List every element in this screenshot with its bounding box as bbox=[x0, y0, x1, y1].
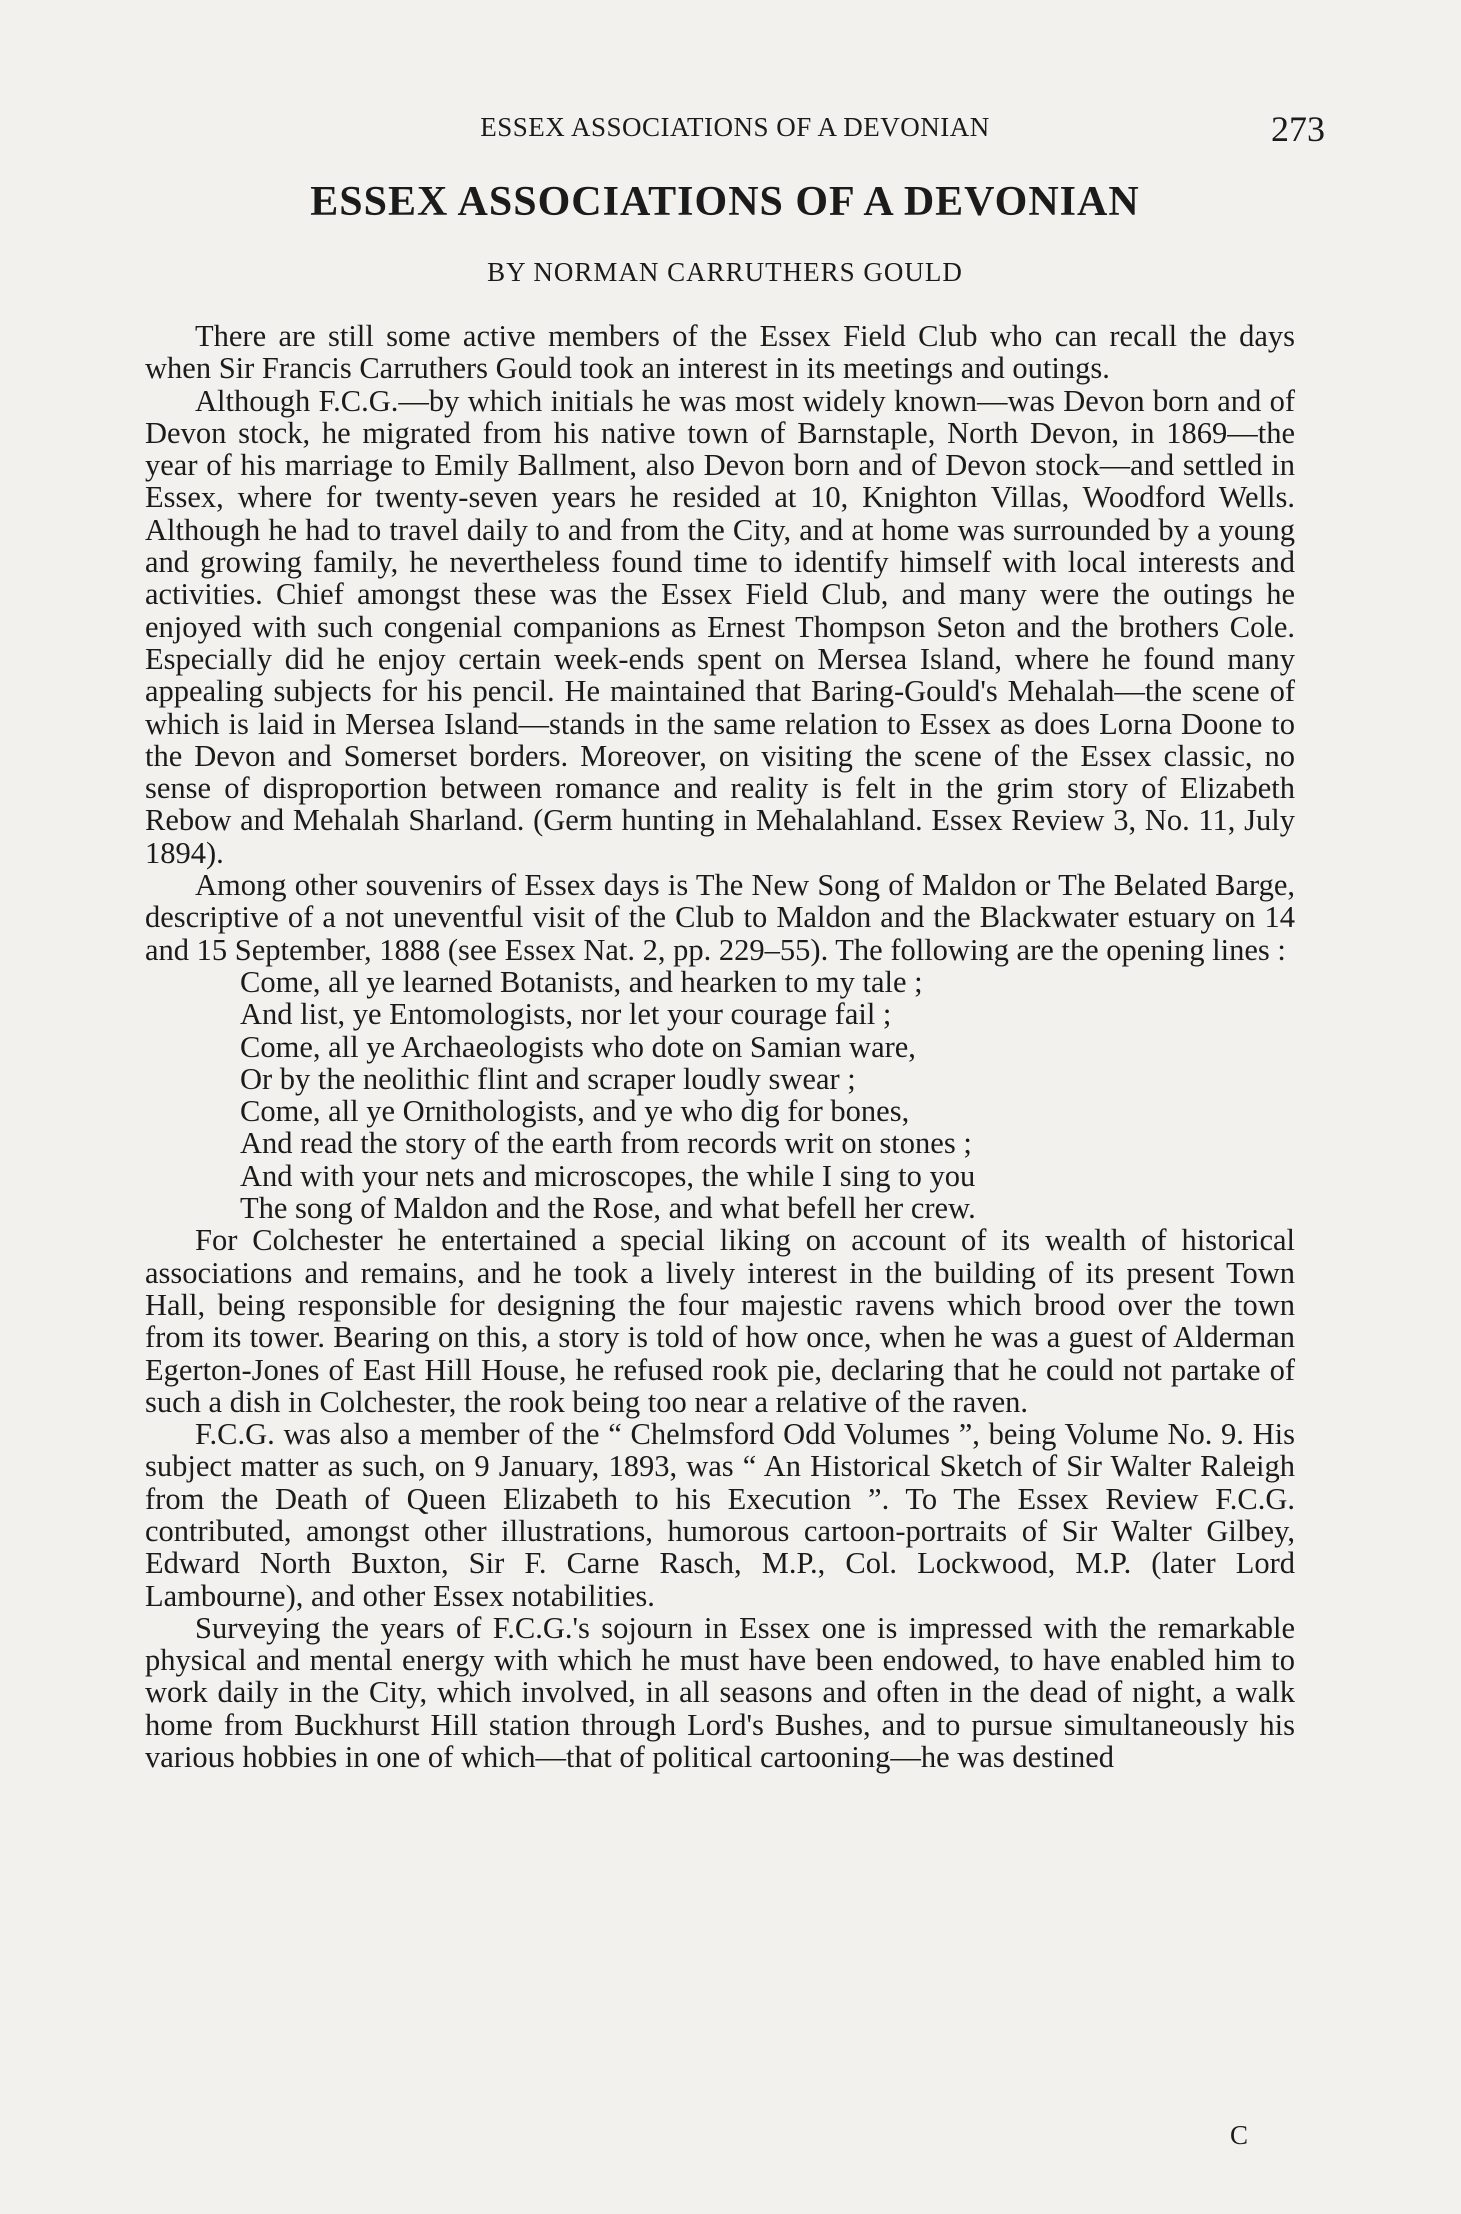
verse-line: Come, all ye learned Botanists, and hearken to my tale ; bbox=[240, 964, 923, 999]
paragraph: For Colchester he entertained a special liking on account of its wealth of historical associations and remains, and he took a lively interest in the building of its present Town Hall, being responsible for designing the four majestic ravens which brood over the town from its tower. Bearing on this, a story is told of how once, when he was a guest of Alderman Egerton-Jones of East Hill House, he refused rook pie, declaring that he could not partake of such a dish in Colchester, the rook being too near a relative of the raven. bbox=[145, 1223, 1295, 1419]
article-title: ESSEX ASSOCIATIONS OF A DEVONIAN bbox=[310, 179, 1140, 225]
verse-line: And with your nets and microscopes, the while I sing to you bbox=[240, 1158, 976, 1193]
page-number: 273 bbox=[1271, 109, 1325, 149]
running-head bbox=[145, 108, 1325, 148]
signature-mark: C bbox=[1230, 2120, 1249, 2150]
verse-line: And read the story of the earth from records writ on stones ; bbox=[240, 1126, 972, 1161]
verse-line: Or by the neolithic flint and scraper loudly swear ; bbox=[240, 1061, 856, 1096]
article-byline: BY NORMAN CARRUTHERS GOULD bbox=[487, 257, 963, 287]
verse-line: The song of Maldon and the Rose, and what befell her crew. bbox=[240, 1191, 976, 1226]
running-head-title: ESSEX ASSOCIATIONS OF A DEVONIAN bbox=[480, 112, 990, 142]
paragraph: F.C.G. was also a member of the “ Chelmsford Odd Volumes ”, being Volume No. 9. His subject matter as such, on 9 January, 1893, was “ An Historical Sketch of Sir Walter Raleigh from the Death of Queen Elizabeth to his Execution ”. To The Essex Review F.C.G. contributed, amongst other illustrations, humorous cartoon-portraits of Sir Walter Gilbey, Edward North Buxton, Sir F. Carne Rasch, M.P., Col. Lockwood, M.P. (later Lord Lambourne), and other Essex notabilities. bbox=[145, 1417, 1295, 1613]
paragraph: Surveying the years of F.C.G.'s sojourn in Essex one is impressed with the remarkable physical and mental energy with which he must have been endowed, to have enabled him to work daily in the City, which involved, in all seasons and often in the dead of night, a walk home from Buckhurst Hill station through Lord's Bushes, and to pursue simultaneously his various hobbies in one of which—that of political cartooning—he was destined bbox=[145, 1610, 1295, 1775]
verse-line: And list, ye Entomologists, nor let your courage fail ; bbox=[240, 997, 892, 1032]
paragraph: There are still some active members of the Essex Field Club who can recall the days when Sir Francis Carruthers Gould took an interest in its meetings and outings. bbox=[145, 319, 1295, 386]
verse-block bbox=[145, 966, 1295, 1224]
article-body bbox=[145, 320, 1295, 1773]
verse-line: Come, all ye Ornithologists, and ye who dig for bones, bbox=[240, 1094, 910, 1129]
paragraph: Although F.C.G.—by which initials he was most widely known—was Devon born and of Devon stock, he migrated from his native town of Barnstaple, North Devon, in 1869—the year of his marriage to Emily Ballment, also Devon born and of Devon stock—and settled in Essex, where for twenty-seven years he resided at 10, Knighton Villas, Woodford Wells. Although he had to travel daily to and from the City, and at home was surrounded by a young and growing family, he nevertheless found time to identify himself with local interests and activities. Chief amongst these was the Essex Field Club, and many were the outings he enjoyed with such congenial companions as Ernest Thompson Seton and the brothers Cole. Especially did he enjoy certain week-ends spent on Mersea Island, where he found many appealing subjects for his pencil. He maintained that Baring-Gould's Mehalah—the scene of which is laid in Mersea Island—stands in the same relation to Essex as does Lorna Doone to the Devon and Somerset borders. Moreover, on visiting the scene of the Essex classic, no sense of disproportion between romance and reality is felt in the grim story of Elizabeth Rebow and Mehalah Sharland. (Germ hunting in Mehalahland. Essex Review 3, No. 11, July 1894). bbox=[145, 383, 1295, 870]
verse-line: Come, all ye Archaeologists who dote on Samian ware, bbox=[240, 1029, 916, 1064]
paragraph: Among other souvenirs of Essex days is The New Song of Maldon or The Belated Barge, descriptive of a not uneventful visit of the Club to Maldon and the Blackwater estuary on 14 and 15 September, 1888 (see Essex Nat. 2, pp. 229–55). The following are the opening lines : bbox=[145, 868, 1295, 967]
